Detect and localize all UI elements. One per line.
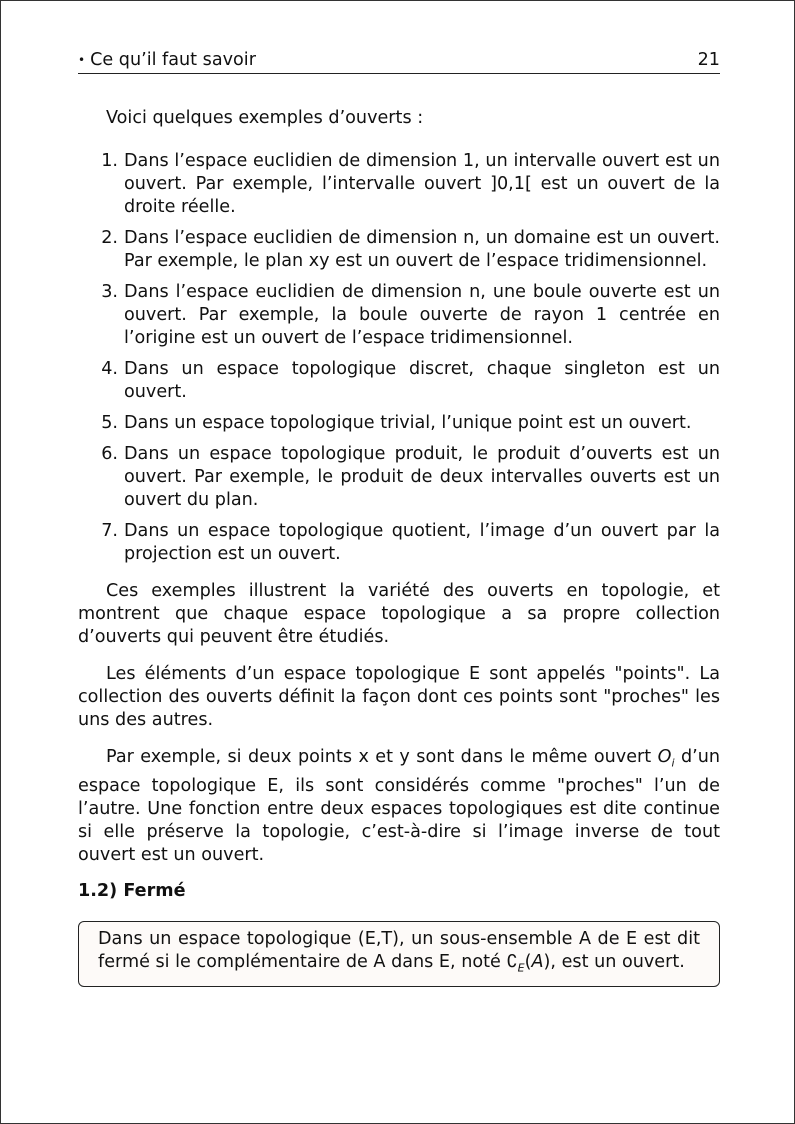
running-header	[78, 49, 720, 74]
list-item-text: Dans un espace topologique discret, chaque singleton est un ouvert.	[124, 359, 720, 402]
list-number: 7.	[101, 521, 118, 541]
paragraph-points: Les éléments d’un espace topologique E sont appelés "points". La collection des ouverts définit la façon dont ces points sont "proches" les uns des autres.	[78, 664, 720, 730]
list-item	[78, 281, 720, 350]
list-number: 5.	[101, 413, 118, 433]
paragraph-text: d’un espace topologique E, ils sont considérés comme "proches" l’un de l’autre. Une fonction entre deux espaces topologiques est dite continue si elle préserve la topologie, c’est-à-dire si l’image inverse de tout ouvert est un ouvert.	[78, 747, 721, 865]
list-item-text: Dans un espace topologique trivial, l’unique point est un ouvert.	[124, 413, 692, 433]
paren-close: )	[543, 951, 551, 972]
list-item	[78, 358, 720, 404]
definition-text: Dans un espace topologique (E,T), un sous-ensemble A de E est dit fermé si le complémentaire de A dans E, noté	[98, 928, 700, 972]
paragraph-variety: Ces exemples illustrent la variété des ouverts en topologie, et montrent que chaque espace topologique a sa propre collection d’ouverts qui peuvent être étudiés.	[78, 581, 720, 647]
list-item	[78, 150, 720, 219]
section-heading: 1.2) Fermé	[78, 880, 186, 901]
list-item-text: Dans l’espace euclidien de dimension n, un domaine est un ouvert. Par exemple, le plan xy est un ouvert de l’espace tridimensionnel.	[124, 228, 720, 271]
list-number: 1.	[101, 151, 118, 171]
page-content	[78, 49, 720, 987]
list-item	[78, 227, 720, 273]
bullet-icon: •	[78, 53, 86, 67]
list-item	[78, 520, 720, 566]
header-left	[78, 49, 256, 73]
list-number: 4.	[101, 359, 118, 379]
paren-open: (	[524, 951, 532, 972]
list-number: 3.	[101, 282, 118, 302]
complement-subscript: E	[517, 961, 525, 975]
list-item-text: Dans un espace topologique quotient, l’image d’un ouvert par la projection est un ouvert.	[124, 521, 720, 564]
intro-paragraph: Voici quelques exemples d’ouverts :	[106, 108, 424, 128]
paragraph-text: Par exemple, si deux points x et y sont dans le même ouvert	[106, 747, 658, 767]
list-item	[78, 443, 720, 512]
chapter-title: Ce qu’il faut savoir	[90, 50, 256, 70]
paragraph-continuity	[78, 746, 720, 867]
list-item-text: Dans un espace topologique produit, le produit d’ouverts est un ouvert. Par exemple, le produit de deux intervalles ouverts est un ouvert du plan.	[124, 444, 720, 510]
math-symbol: O	[657, 747, 672, 767]
math-open-set	[657, 747, 675, 770]
definition-box	[78, 921, 720, 988]
complement-symbol: ∁	[506, 951, 518, 972]
list-number: 6.	[101, 444, 118, 464]
math-argument: A	[531, 951, 544, 972]
list-number: 2.	[101, 228, 118, 248]
math-subscript: i	[671, 756, 675, 770]
list-item-text: Dans l’espace euclidien de dimension 1, un intervalle ouvert est un ouvert. Par exemple, l’intervalle ouvert ]0,1[ est un ouvert de la droite réelle.	[124, 151, 720, 217]
list-item	[78, 412, 720, 435]
examples-list	[78, 150, 720, 566]
list-item-text: Dans l’espace euclidien de dimension n, une boule ouverte est un ouvert. Par exemple, la boule ouverte de rayon 1 centrée en l’origine est un ouvert de l’espace tridimensionnel.	[124, 282, 720, 348]
page-number: 21	[697, 50, 720, 70]
definition-text: , est un ouvert.	[550, 951, 685, 972]
